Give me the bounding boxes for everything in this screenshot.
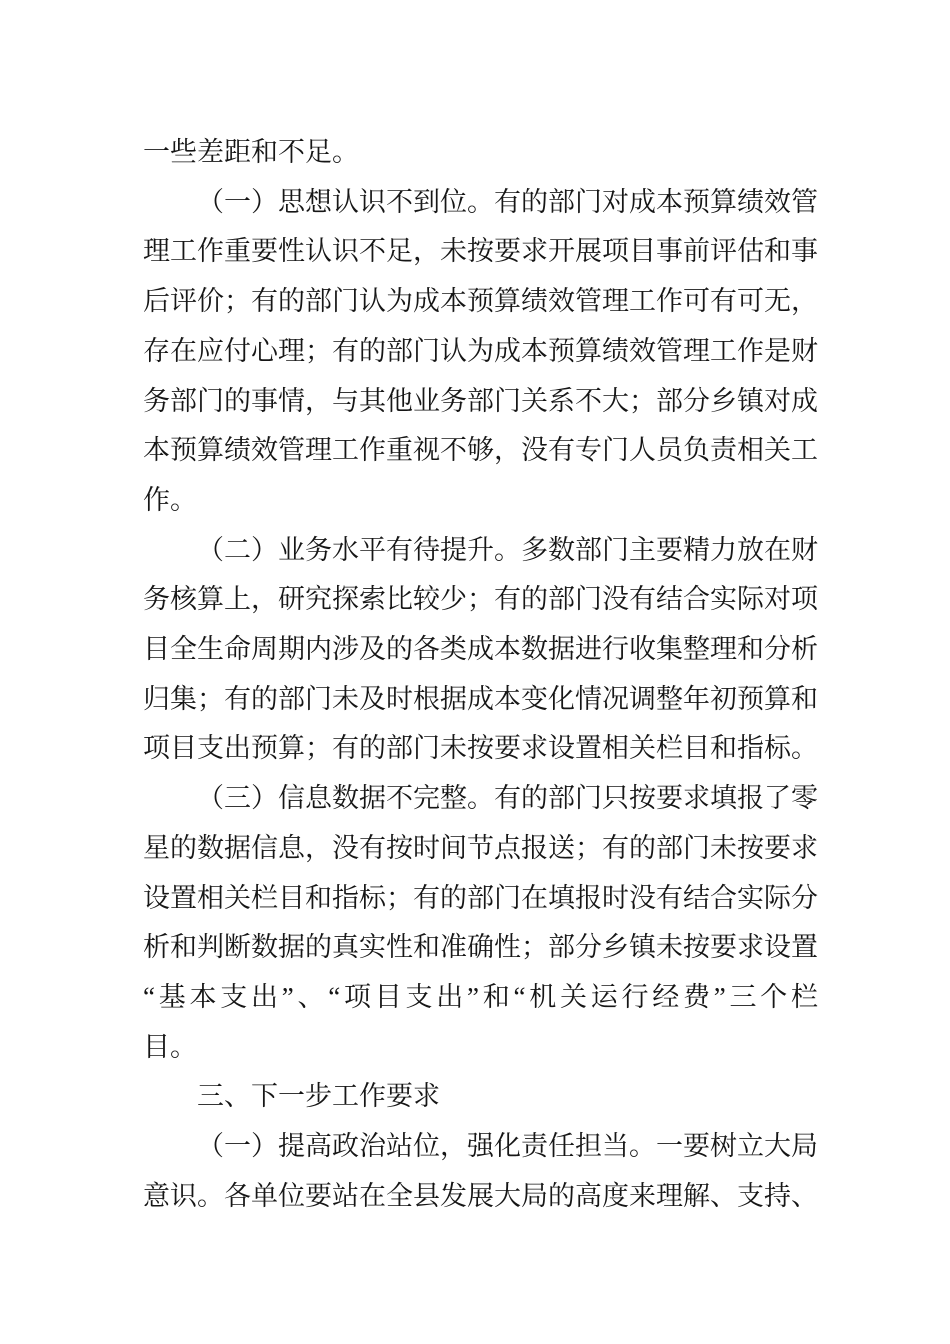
text-line: 一些差距和不足。: [143, 137, 359, 167]
text-line: （一）提高政治站位，强化责任担当。一要树立大局: [197, 1131, 818, 1162]
paragraph-continued-from-previous-page: [143, 128, 818, 178]
text-line: 作。: [143, 484, 197, 515]
text-line: 归集；有的部门未及时根据成本变化情况调整年初预算和: [143, 683, 818, 714]
text-line: 理工作重要性认识不足，未按要求开展项目事前评估和事: [143, 236, 818, 267]
text-line: 三、下一步工作要求: [197, 1081, 440, 1112]
text-line: 本预算绩效管理工作重视不够，没有专门人员负责相关工: [143, 435, 818, 466]
text-line: 存在应付心理；有的部门认为成本预算绩效管理工作是财: [143, 335, 818, 366]
paragraph-item-1-political-position: [143, 1122, 818, 1221]
text-line: （三）信息数据不完整。有的部门只按要求填报了零: [197, 783, 818, 814]
paragraph-item-3-incomplete-data: [143, 774, 818, 1072]
paragraph-item-2-business-level: [143, 526, 818, 775]
heading-section-3-next-step-requirements: [143, 1072, 818, 1122]
text-line: （一）思想认识不到位。有的部门对成本预算绩效管: [197, 186, 818, 217]
text-line: 析和判断数据的真实性和准确性；部分乡镇未按要求设置: [143, 932, 818, 963]
text-line: “基本支出”、“项目支出”和“机关运行经费”三个栏: [143, 981, 818, 1012]
text-line: 目全生命周期内涉及的各类成本数据进行收集整理和分析: [143, 634, 818, 665]
text-line: 星的数据信息，没有按时间节点报送；有的部门未按要求: [143, 832, 818, 863]
text-line: 意识。各单位要站在全县发展大局的高度来理解、支持、: [143, 1180, 818, 1211]
text-line: 后评价；有的部门认为成本预算绩效管理工作可有可无，: [143, 286, 818, 317]
document-text-block: [143, 128, 818, 1221]
text-line: 目。: [143, 1031, 197, 1062]
text-line: 设置相关栏目和指标；有的部门在填报时没有结合实际分: [143, 882, 818, 913]
paragraph-item-1-thought-awareness: [143, 178, 818, 526]
text-line: 务核算上，研究探索比较少；有的部门没有结合实际对项: [143, 584, 818, 615]
text-line: 务部门的事情，与其他业务部门关系不大；部分乡镇对成: [143, 385, 818, 416]
text-line: （二）业务水平有待提升。多数部门主要精力放在财: [197, 534, 818, 565]
text-line: 项目支出预算；有的部门未按要求设置相关栏目和指标。: [143, 733, 818, 764]
